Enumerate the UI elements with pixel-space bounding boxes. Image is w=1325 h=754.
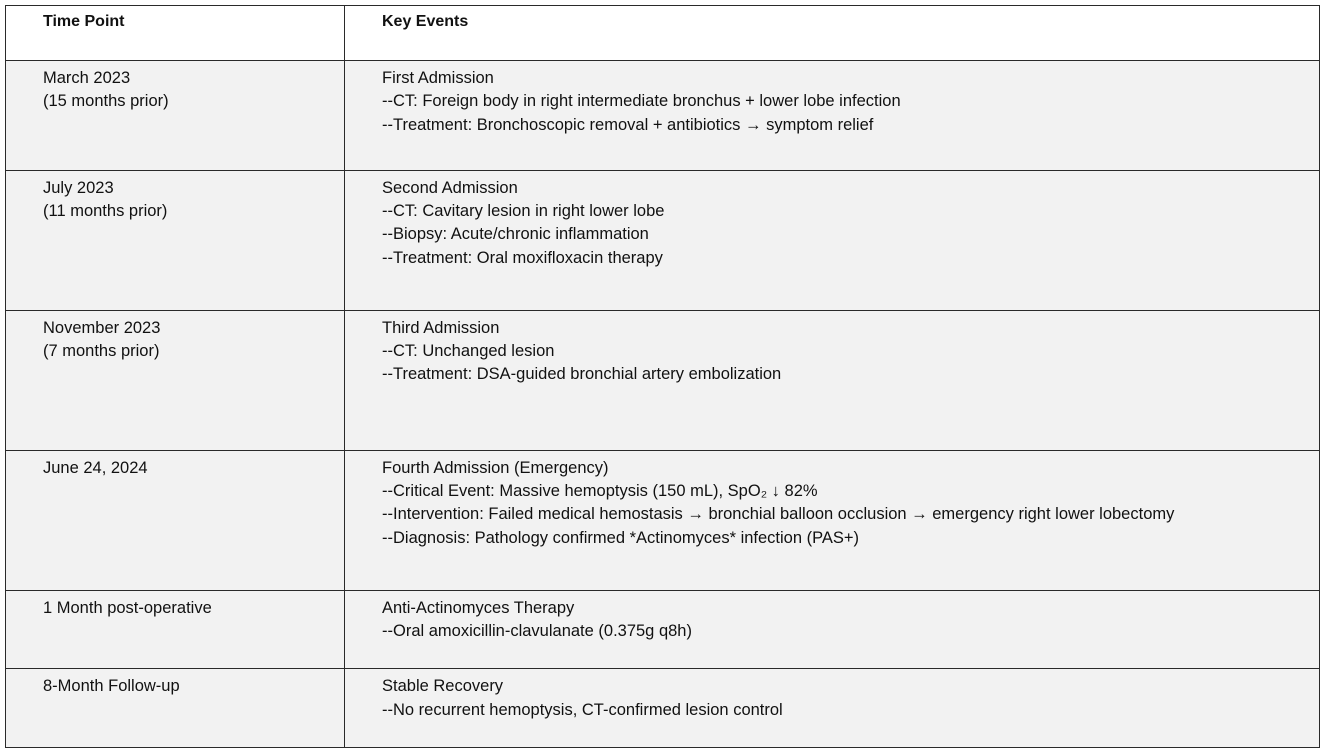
event-line: --Oral amoxicillin-clavulanate (0.375g q8h)	[382, 622, 692, 641]
event-line: --CT: Cavitary lesion in right lower lobe	[382, 202, 665, 221]
header-time-point: Time Point	[6, 6, 345, 61]
time-cell	[6, 170, 345, 310]
events-cell	[345, 61, 1320, 171]
time-cell	[6, 310, 345, 450]
event-line: --Diagnosis: Pathology confirmed *Actinomyces* infection (PAS+)	[382, 528, 860, 547]
table-row	[6, 590, 1320, 669]
time-line: November 2023	[43, 318, 161, 337]
event-title: First Admission	[382, 69, 494, 87]
event-title: Second Admission	[382, 178, 518, 197]
timeline-table	[5, 5, 1320, 748]
time-line: (7 months prior)	[43, 342, 160, 361]
table-row	[6, 669, 1320, 748]
header-key-events: Key Events	[345, 6, 1320, 61]
event-line: --Biopsy: Acute/chronic inflammation	[382, 225, 649, 244]
time-cell	[6, 590, 345, 669]
time-cell	[6, 450, 345, 590]
events-cell	[345, 669, 1320, 748]
time-line: (15 months prior)	[43, 92, 169, 111]
event-line: --Treatment: DSA-guided bronchial artery embolization	[382, 365, 782, 384]
event-line: --Treatment: Bronchoscopic removal + antibiotics → symptom relief	[382, 115, 874, 134]
time-line: July 2023	[43, 178, 114, 197]
events-cell	[345, 170, 1320, 310]
event-title: Stable Recovery	[382, 677, 504, 696]
events-cell	[345, 590, 1320, 669]
time-cell	[6, 61, 345, 171]
events-cell	[345, 450, 1320, 590]
table-row	[6, 450, 1320, 590]
time-cell	[6, 669, 345, 748]
time-line: (11 months prior)	[43, 202, 168, 221]
event-line: --Treatment: Oral moxifloxacin therapy	[382, 248, 663, 267]
time-line: June 24, 2024	[43, 458, 148, 477]
table-row	[6, 310, 1320, 450]
event-title: Fourth Admission (Emergency)	[382, 458, 609, 477]
time-line: 1 Month post-operative	[43, 598, 212, 617]
table-row	[6, 61, 1320, 171]
header-row	[6, 6, 1320, 61]
event-line: --CT: Unchanged lesion	[382, 342, 555, 361]
event-line: --Critical Event: Massive hemoptysis (150 mL), SpO₂ ↓ 82%	[382, 482, 818, 501]
event-line: --CT: Foreign body in right intermediate bronchus + lower lobe infection	[382, 92, 901, 111]
time-line: 8-Month Follow-up	[43, 677, 180, 696]
events-cell	[345, 310, 1320, 450]
event-line: --No recurrent hemoptysis, CT-confirmed lesion control	[382, 700, 783, 719]
event-title: Anti-Actinomyces Therapy	[382, 598, 575, 617]
event-title: Third Admission	[382, 318, 500, 337]
event-line: --Intervention: Failed medical hemostasis → bronchial balloon occlusion → emergency right lower lobectomy	[382, 505, 1175, 524]
table-row	[6, 170, 1320, 310]
time-line: March 2023	[43, 69, 131, 87]
